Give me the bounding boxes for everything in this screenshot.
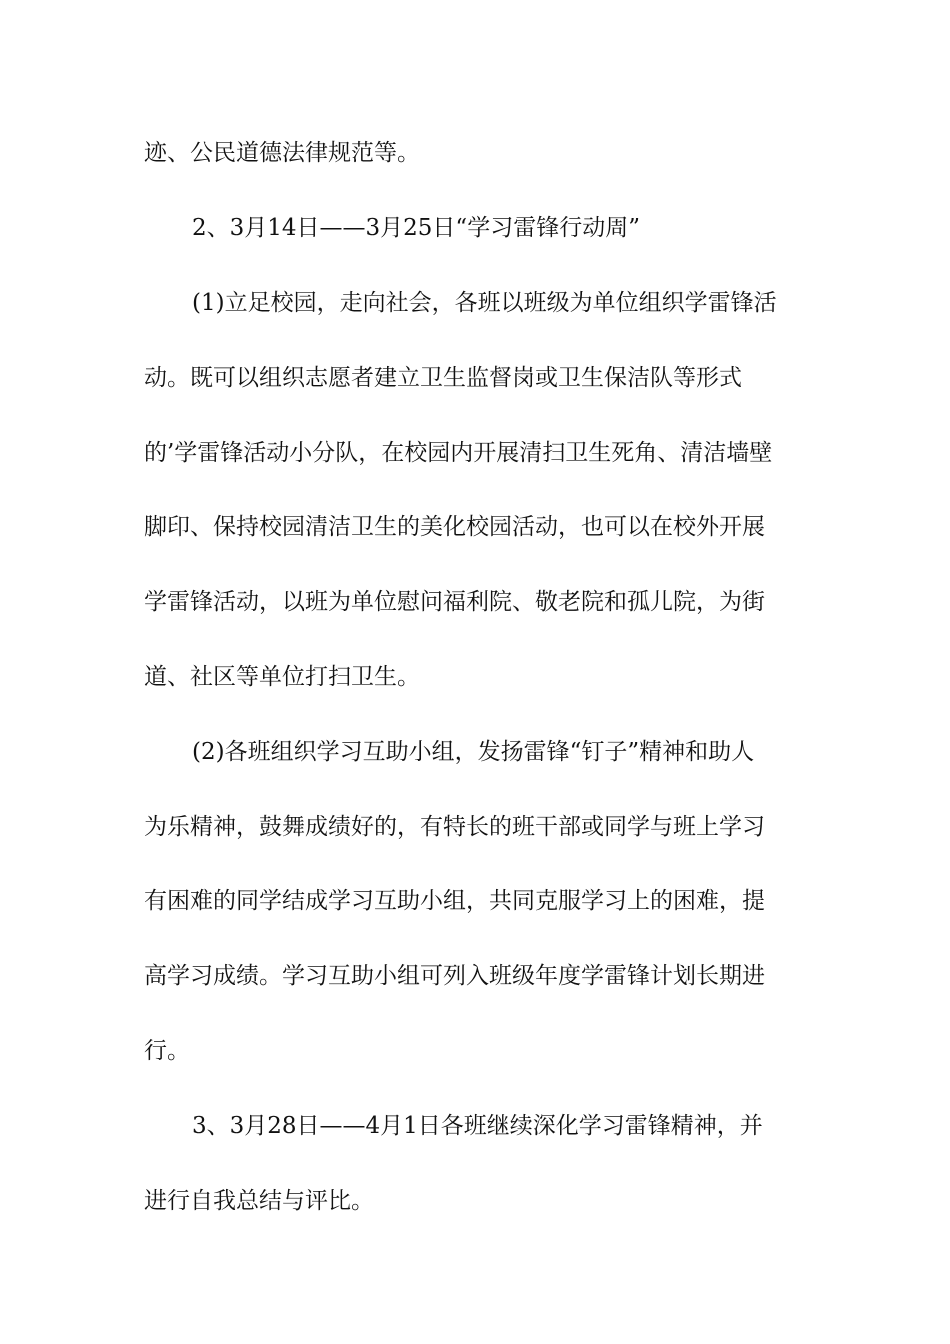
text-line: 进行自我总结与评比。 bbox=[144, 1188, 374, 1214]
text-line: 学雷锋活动，以班为单位慰问福利院、敬老院和孤儿院，为街 bbox=[144, 589, 765, 615]
text-line: 高学习成绩。学习互助小组可列入班级年度学雷锋计划长期进 bbox=[144, 963, 765, 989]
text-line: 道、社区等单位打扫卫生。 bbox=[144, 664, 420, 690]
text-line: 动。既可以组织志愿者建立卫生监督岗或卫生保洁队等形式 bbox=[144, 365, 742, 391]
text-line: 有困难的同学结成学习互助小组，共同克服学习上的困难，提 bbox=[144, 888, 765, 914]
text-line: 的’学雷锋活动小分队，在校园内开展清扫卫生死角、清洁墙壁 bbox=[144, 440, 773, 466]
text-line: 迹、公民道德法律规范等。 bbox=[144, 140, 420, 166]
text-line: (2)各班组织学习互助小组，发扬雷锋“钉子”精神和助人 bbox=[192, 739, 755, 765]
text-line: 为乐精神，鼓舞成绩好的，有特长的班干部或同学与班上学习 bbox=[144, 814, 765, 840]
section-heading: 2、3月14日——3月25日“学习雷锋行动周” bbox=[192, 215, 640, 241]
text-line: 行。 bbox=[144, 1038, 190, 1064]
section-heading: 3、3月28日——4月1日各班继续深化学习雷锋精神，并 bbox=[192, 1113, 763, 1139]
text-line: (1)立足校园，走向社会，各班以班级为单位组织学雷锋活 bbox=[192, 290, 777, 316]
text-line: 脚印、保持校园清洁卫生的美化校园活动，也可以在校外开展 bbox=[144, 514, 765, 540]
